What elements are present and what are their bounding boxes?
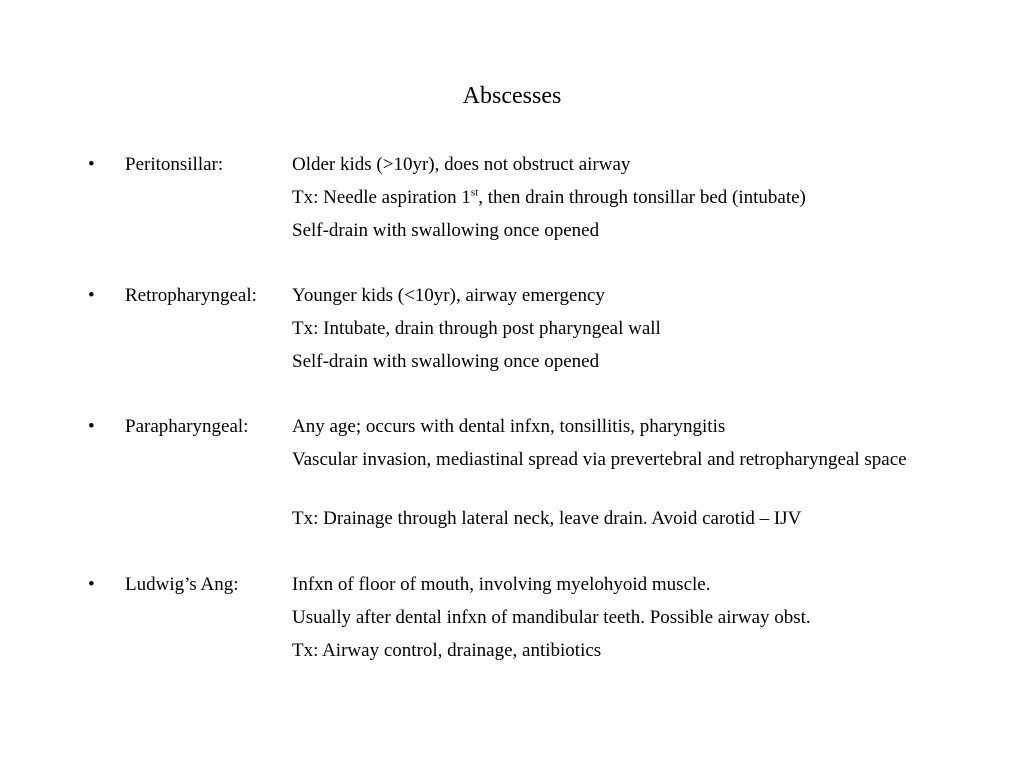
detail-line: Any age; occurs with dental infxn, tonsillitis, pharyngitis [292,416,726,437]
detail-line: Younger kids (<10yr), airway emergency [292,285,605,306]
detail-line: Self-drain with swallowing once opened [292,220,600,241]
detail-line: Usually after dental infxn of mandibular teeth. Possible airway obst. [292,607,811,628]
section-label: Parapharyngeal: [125,416,249,437]
detail-line: Self-drain with swallowing once opened [292,351,600,372]
bullet-icon: • [88,154,95,175]
detail-text: Tx: Needle aspiration 1 [292,187,471,208]
bullet-icon: • [88,285,95,306]
section-label: Retropharyngeal: [125,285,257,306]
bullet-icon: • [88,574,95,595]
detail-line: Tx: Airway control, drainage, antibiotics [292,640,602,661]
detail-line: Infxn of floor of mouth, involving myelohyoid muscle. [292,574,711,595]
detail-line: Vascular invasion, mediastinal spread via prevertebral and retropharyngeal space [292,449,907,470]
section-label: Peritonsillar: [125,154,224,175]
detail-line: Older kids (>10yr), does not obstruct airway [292,154,631,175]
slide-title: Abscesses [462,83,562,109]
detail-line [292,186,932,210]
detail-line: Tx: Drainage through lateral neck, leave drain. Avoid carotid – IJV [292,508,802,529]
section-label: Ludwig’s Ang: [125,574,239,595]
detail-line: Tx: Intubate, drain through post pharyngeal wall [292,318,661,339]
detail-text: , then drain through tonsillar bed (intubate) [478,187,806,208]
ordinal-superscript: st [470,186,479,199]
bullet-icon: • [88,416,95,437]
